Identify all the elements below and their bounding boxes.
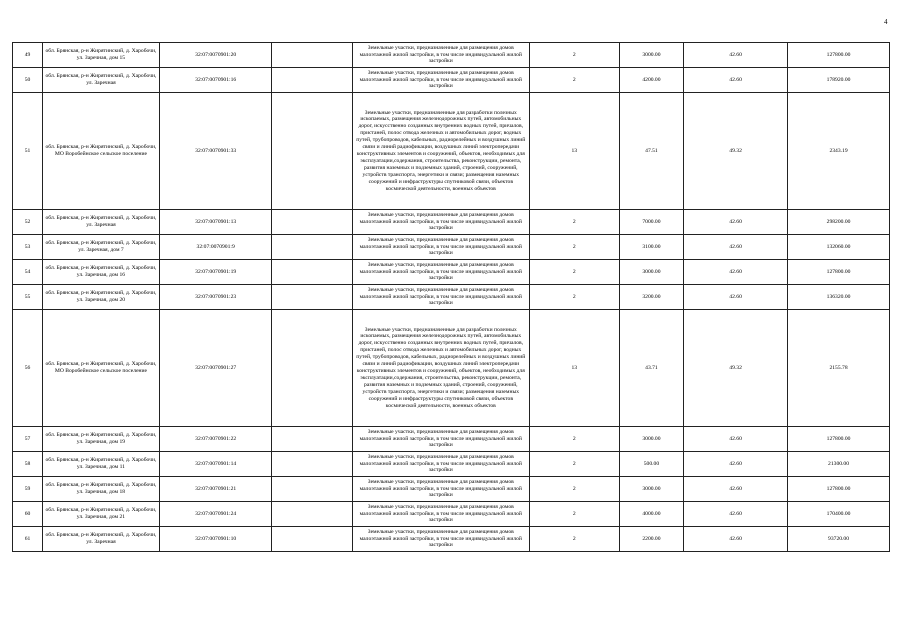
cadastral-value-cell: 127800.00 [788,43,890,68]
row-number: 49 [13,43,43,68]
row-number: 57 [13,427,43,452]
category-cell: 2 [529,43,619,68]
land-use-cell: Земельные участки, предназначенные для размещения домов малоэтажной жилой застройки, в том числе индивидуальной жилой застройки [352,68,529,93]
table-row [13,235,890,260]
rate-cell: 42.60 [684,452,788,477]
empty-cell [272,477,352,502]
cadastral-number-cell: 32:07:0070901:14 [159,452,272,477]
row-number: 54 [13,260,43,285]
land-use-cell: Земельные участки, предназначенные для размещения домов малоэтажной жилой застройки, в том числе индивидуальной жилой застройки [352,235,529,260]
rate-cell: 42.60 [684,210,788,235]
category-cell: 2 [529,502,619,527]
area-cell: 3200.00 [619,285,683,310]
row-number: 52 [13,210,43,235]
cadastral-value-cell: 132060.00 [788,235,890,260]
cadastral-value-table [12,42,890,552]
empty-cell [272,452,352,477]
land-use-cell: Земельные участки, предназначенные для размещения домов малоэтажной жилой застройки, в том числе индивидуальной жилой застройки [352,210,529,235]
area-cell: 3000.00 [619,260,683,285]
cadastral-value-cell: 2343.19 [788,93,890,210]
row-number: 58 [13,452,43,477]
row-number: 61 [13,527,43,552]
table-row [13,477,890,502]
address-cell: обл. Брянская, р-н Жирятинский, д. Харобочи, ул. Заречная, дом 16 [43,260,160,285]
area-cell: 7000.00 [619,210,683,235]
table-row [13,285,890,310]
empty-cell [272,260,352,285]
cadastral-number-cell: 32:07:0070901:21 [159,477,272,502]
table-row [13,210,890,235]
area-cell: 3000.00 [619,43,683,68]
rate-cell: 49.32 [684,93,788,210]
land-use-cell: Земельные участки, предназначенные для размещения домов малоэтажной жилой застройки, в том числе индивидуальной жилой застройки [352,452,529,477]
category-cell: 2 [529,210,619,235]
land-use-cell: Земельные участки, предназначенные для размещения домов малоэтажной жилой застройки, в том числе индивидуальной жилой застройки [352,427,529,452]
address-cell: обл. Брянская, р-н Жирятинский, д. Харобочи, ул. Заречная [43,527,160,552]
rate-cell: 42.60 [684,477,788,502]
category-cell: 2 [529,285,619,310]
land-use-cell: Земельные участки, предназначенные для разработки полезных ископаемых, размещения железнодорожных путей, автомобильных дорог, искусственно созданных внутренних водных путей, причалов, пристаней, полос отвода железных и автомобильных дорог, водных путей, трубопроводов, кабельных, радиорелейных и воздушных линий связи и линий радиофикации, воздушных линий электропередачи конструктивных элементов и сооружений, объектов, необходимых для эксплуатации,содержания, строительства, реконструкции, ремонта, развития наземных и подземных зданий, строений, сооружений, устройств транспорта, энергетики и связи; размещения наземных сооружений и инфраструктуры спутниковой связи, объектов космической деятельности, военных объектов [352,93,529,210]
category-cell: 2 [529,477,619,502]
area-cell: 3000.00 [619,427,683,452]
address-cell: обл. Брянская, р-н Жирятинский, д. Харобочи, ул. Заречная [43,68,160,93]
category-cell: 2 [529,260,619,285]
rate-cell: 42.60 [684,235,788,260]
address-cell: обл. Брянская, р-н Жирятинский, д. Харобочи, ул. Заречная, дом 18 [43,477,160,502]
empty-cell [272,427,352,452]
empty-cell [272,43,352,68]
land-use-cell: Земельные участки, предназначенные для размещения домов малоэтажной жилой застройки, в том числе индивидуальной жилой застройки [352,502,529,527]
empty-cell [272,527,352,552]
row-number: 55 [13,285,43,310]
table-row [13,310,890,427]
rate-cell: 42.60 [684,502,788,527]
address-cell: обл. Брянская, р-н Жирятинский, д. Харобочи, ул. Заречная, дом 20 [43,285,160,310]
land-use-cell: Земельные участки, предназначенные для размещения домов малоэтажной жилой застройки, в том числе индивидуальной жилой застройки [352,43,529,68]
cadastral-value-cell: 178920.00 [788,68,890,93]
cadastral-value-cell: 170400.00 [788,502,890,527]
cadastral-number-cell: 32:07:0070901:33 [159,93,272,210]
area-cell: 500.00 [619,452,683,477]
rate-cell: 42.60 [684,427,788,452]
area-cell: 3000.00 [619,477,683,502]
row-number: 53 [13,235,43,260]
area-cell: 4000.00 [619,502,683,527]
cadastral-value-cell: 21300.00 [788,452,890,477]
rate-cell: 42.60 [684,43,788,68]
cadastral-value-cell: 127800.00 [788,427,890,452]
cadastral-number-cell: 32:07:0070901:24 [159,502,272,527]
address-cell: обл. Брянская, р-н Жирятинский, д. Харобочи, ул. Заречная, дом 19 [43,427,160,452]
rate-cell: 42.60 [684,285,788,310]
rate-cell: 49.32 [684,310,788,427]
category-cell: 2 [529,452,619,477]
table-row [13,427,890,452]
table-row [13,452,890,477]
table-row [13,260,890,285]
address-cell: обл. Брянская, р-н Жирятинский, д. Харобочи, ул. Заречная, дом 11 [43,452,160,477]
cadastral-number-cell: 32:07:0070901:13 [159,210,272,235]
empty-cell [272,235,352,260]
cadastral-value-cell: 2155.78 [788,310,890,427]
cadastral-value-cell: 136320.00 [788,285,890,310]
area-cell: 2200.00 [619,527,683,552]
cadastral-number-cell: 32:07:0070901:27 [159,310,272,427]
cadastral-value-cell: 298200.00 [788,210,890,235]
empty-cell [272,310,352,427]
address-cell: обл. Брянская, р-н Жирятинский, д. Харобочи, МО Воробейнское сельское поселение [43,310,160,427]
address-cell: обл. Брянская, р-н Жирятинский, д. Харобочи, ул. Заречная [43,210,160,235]
row-number: 56 [13,310,43,427]
land-use-cell: Земельные участки, предназначенные для размещения домов малоэтажной жилой застройки, в том числе индивидуальной жилой застройки [352,477,529,502]
row-number: 60 [13,502,43,527]
empty-cell [272,285,352,310]
area-cell: 4200.00 [619,68,683,93]
rate-cell: 42.60 [684,68,788,93]
area-cell: 3100.00 [619,235,683,260]
category-cell: 2 [529,427,619,452]
address-cell: обл. Брянская, р-н Жирятинский, д. Харобочи, ул. Заречная, дом 21 [43,502,160,527]
land-use-cell: Земельные участки, предназначенные для размещения домов малоэтажной жилой застройки, в том числе индивидуальной жилой застройки [352,527,529,552]
cadastral-number-cell: 32:07:0070901:10 [159,527,272,552]
address-cell: обл. Брянская, р-н Жирятинский, д. Харобочи, ул. Заречная, дом 7 [43,235,160,260]
category-cell: 2 [529,68,619,93]
table-row [13,502,890,527]
rate-cell: 42.60 [684,527,788,552]
empty-cell [272,68,352,93]
empty-cell [272,502,352,527]
cadastral-number-cell: 32:07:0070901:16 [159,68,272,93]
category-cell: 2 [529,235,619,260]
cadastral-value-cell: 127800.00 [788,260,890,285]
cadastral-value-cell: 127800.00 [788,477,890,502]
land-use-cell: Земельные участки, предназначенные для разработки полезных ископаемых, размещения железнодорожных путей, автомобильных дорог, искусственно созданных внутренних водных путей, причалов, пристаней, полос отвода железных и автомобильных дорог, водных путей, трубопроводов, кабельных, радиорелейных и воздушных линий связи и линий радиофикации, воздушных линий электропередачи конструктивных элементов и сооружений, объектов, необходимых для эксплуатации,содержания, строительства, реконструкции, ремонта, развития наземных и подземных зданий, строений, сооружений, устройств транспорта, энергетики и связи; размещения наземных сооружений и инфраструктуры спутниковой связи, объектов космической деятельности, военных объектов [352,310,529,427]
cadastral-number-cell: 32:07:0070901:9 [159,235,272,260]
rate-cell: 42.60 [684,260,788,285]
page-number: 4 [884,18,888,26]
table-row [13,43,890,68]
table-row [13,93,890,210]
cadastral-number-cell: 32:07:0070901:23 [159,285,272,310]
land-use-cell: Земельные участки, предназначенные для размещения домов малоэтажной жилой застройки, в том числе индивидуальной жилой застройки [352,260,529,285]
area-cell: 47.51 [619,93,683,210]
table-row [13,527,890,552]
row-number: 51 [13,93,43,210]
cadastral-value-cell: 93720.00 [788,527,890,552]
land-use-cell: Земельные участки, предназначенные для размещения домов малоэтажной жилой застройки, в том числе индивидуальной жилой застройки [352,285,529,310]
row-number: 50 [13,68,43,93]
address-cell: обл. Брянская, р-н Жирятинский, д. Харобочи, МО Воробейнское сельское поселение [43,93,160,210]
table-row [13,68,890,93]
cadastral-number-cell: 32:07:0070901:19 [159,260,272,285]
row-number: 59 [13,477,43,502]
empty-cell [272,93,352,210]
cadastral-number-cell: 32:07:0070901:20 [159,43,272,68]
category-cell: 2 [529,527,619,552]
category-cell: 13 [529,93,619,210]
area-cell: 43.71 [619,310,683,427]
empty-cell [272,210,352,235]
category-cell: 13 [529,310,619,427]
address-cell: обл. Брянская, р-н Жирятинский, д. Харобочи, ул. Заречная, дом 15 [43,43,160,68]
cadastral-number-cell: 32:07:0070901:22 [159,427,272,452]
